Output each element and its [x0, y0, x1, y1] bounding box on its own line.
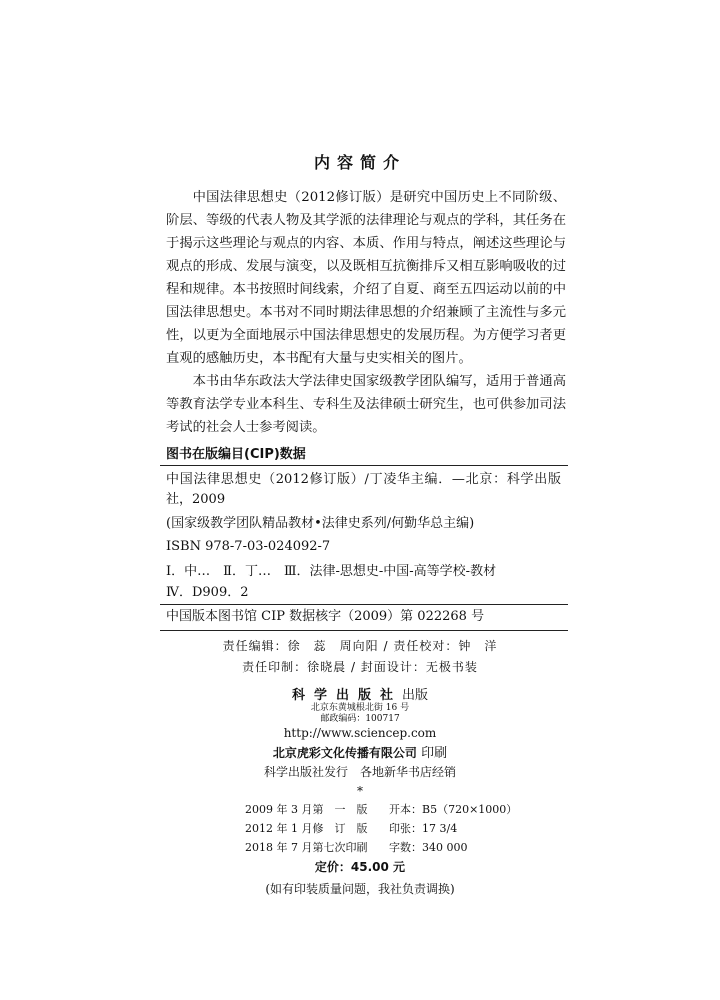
cip-classification-1: Ⅰ．中… Ⅱ．丁… Ⅲ．法律-思想史-中国-高等学校-教材 [166, 564, 497, 579]
edition-1-right: 开本：B5（720×1000） [389, 803, 518, 816]
edition-3-right: 字数：340 000 [389, 841, 468, 854]
separator-star: * [357, 784, 363, 798]
printer-line [0, 742, 720, 761]
intro-section [166, 186, 566, 439]
edition-3-left: 2018 年 7 月第七次印刷 [245, 841, 368, 854]
cip-isbn: ISBN 978-7-03-024092-7 [166, 539, 331, 554]
intro-paragraph-2: 本书由华东政法大学法律史国家级教学团队编写，适用于普通高等教育法学专业本科生、专科生及法律硕士研究生，也可供参加司法考试的社会人士参考阅读。 [166, 374, 566, 435]
publisher-address: 北京东黄城根北街 16 号 [310, 703, 410, 713]
printer-suffix: 印刷 [421, 746, 448, 761]
intro-paragraph-1: 中国法律思想史（2012修订版）是研究中国历史上不同阶级、阶层、等级的代表人物及其学派的法律理论与观点的学科，其任务在于揭示这些理论与观点的内容、本质、作用与特点，阐述这些理论与观点的形成、发展与演变，以及既相互抗衡排斥又相互影响吸收的过程和规律。本书按照时间线索，介绍了自夏、商至五四运动以前的中国法律思想史。本书对不同时期法律思想的介绍兼顾了主流性与多元性，以更为全面地展示中国法律思想史的发展历程。为方便学习者更直观的感触历史，本书配有大量与史实相关的图片。 [166, 190, 566, 366]
staff-line-1: 责任编辑：徐 蕊 周向阳 / 责任校对：钟 洋 [222, 639, 498, 653]
quality-note: (如有印装质量问题，我社负责调换) [265, 882, 455, 896]
publisher-suffix: 出版 [402, 688, 429, 703]
printer-name: 北京虎彩文化传播有限公司 [272, 746, 417, 760]
publisher-line [0, 684, 720, 703]
publisher-url: http://www.sciencep.com [283, 726, 437, 740]
edition-2-left: 2012 年 1 月修 订 版 [245, 822, 368, 835]
cip-title: 图书在版编目(CIP)数据 [166, 447, 306, 462]
cip-series-entry: (国家级教学团队精品教材•法律史系列/何勤华总主编) [166, 516, 475, 531]
price: 定价：45.00 元 [314, 860, 406, 874]
cip-top-rule [160, 465, 568, 466]
edition-1-left: 2009 年 3 月第 一 版 [245, 803, 368, 816]
cip-classification-2: Ⅳ．D909．2 [166, 585, 249, 600]
cip-record-number: 中国版本图书馆 CIP 数据核字（2009）第 022268 号 [166, 609, 485, 624]
distribution-line: 科学出版社发行 各地新华书店经销 [263, 765, 456, 779]
publisher-name: 科学出版社 [291, 688, 402, 703]
publisher-postcode: 邮政编码：100717 [320, 714, 400, 724]
cip-bottom-rule [160, 630, 568, 631]
staff-line-2: 责任印制：徐晓晨 / 封面设计：无极书装 [242, 660, 478, 674]
cip-bibliographic-entry: 中国法律思想史（2012修订版）/丁凌华主编．—北京：科学出版社，2009 [166, 472, 561, 507]
page-heading: 内容简介 [313, 153, 406, 172]
edition-2-right: 印张：17 3/4 [389, 822, 458, 835]
cip-middle-rule [160, 604, 568, 605]
